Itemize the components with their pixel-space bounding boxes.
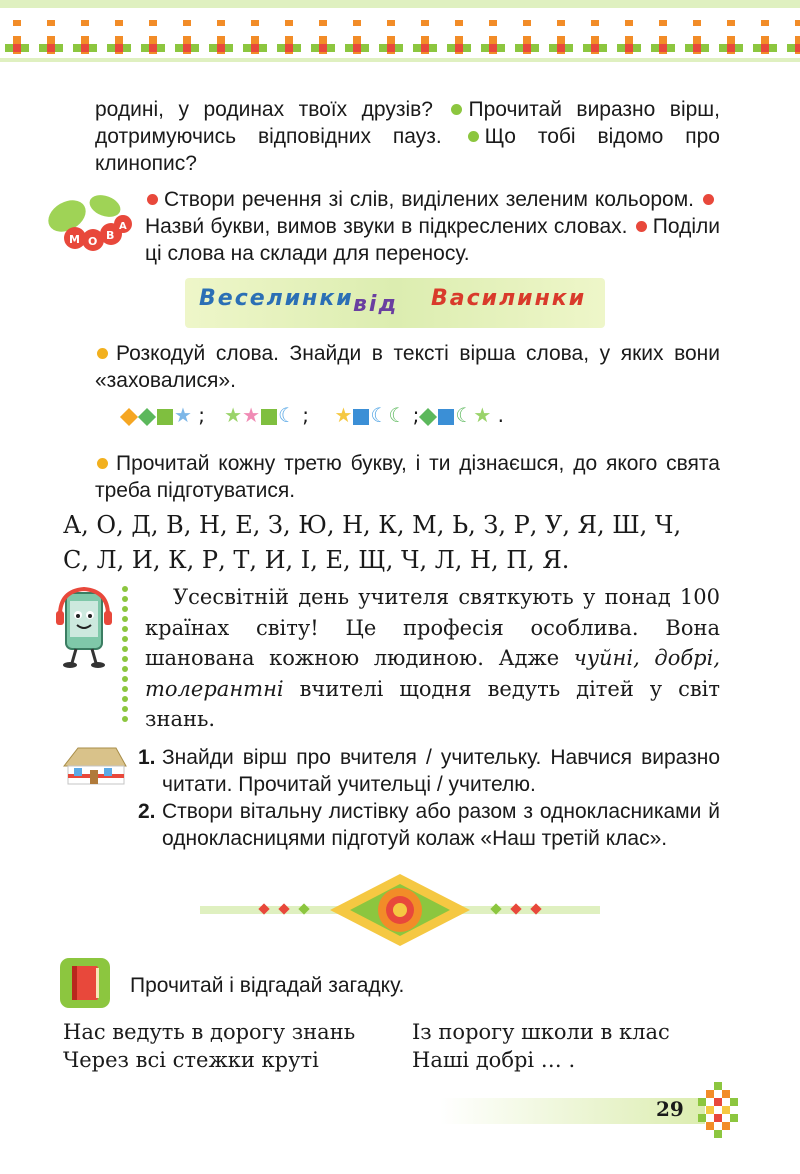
letters-line-1: А, О, Д, В, Н, Е, З, Ю, Н, К, М, Ь, З, Р, У, Я, Ш, Ч, [63, 511, 682, 539]
blue-square-icon [353, 409, 369, 425]
blue-moon-icon: ☾ [370, 403, 389, 427]
svg-text:В: В [106, 229, 115, 242]
green-bullet [468, 131, 479, 142]
yellow-star-icon: ★ [334, 403, 353, 427]
home-task-2: 2. Створи вітальну листівку або разом з однокласниками й однокласницями підготуй колаж «Наш третій клас». [138, 800, 720, 850]
decode-task: Розкодуй слова. Знайди в тексті вірша слова, у яких вони «заховалися». [95, 342, 720, 392]
home-task-1: 1. Знайди вірш про вчителя / учительку. Навчися виразно читати. Прочитай учительці / учителю. [138, 746, 720, 796]
red-bullet [636, 221, 647, 232]
green-moon-icon: ☾ [388, 403, 407, 427]
veselynky-banner [185, 278, 605, 328]
blue-star-icon: ★ [174, 403, 192, 427]
page-number: 29 [656, 1097, 684, 1121]
pink-star-icon: ★ [242, 403, 260, 427]
orange-diamond-icon [120, 407, 138, 425]
green-star-icon: ★ [224, 403, 243, 427]
green-bullet [451, 104, 462, 115]
green-diamond-icon [138, 407, 156, 425]
blue-square-icon [438, 409, 454, 425]
vertical-dotted-ornament [119, 585, 131, 725]
letters-line-2: С, Л, И, К, Р, Т, И, І, Е, Щ, Ч, Л, Н, П, Я. [63, 546, 570, 574]
mova-berries-icon [45, 188, 135, 258]
book-icon [60, 958, 110, 1008]
red-bullet [147, 194, 158, 205]
teacher-day-info: Усесвітній день учителя святкують у понад 100 країнах світу! Це професія особлива. Вона шанована кожною людиною. Адже чуйні, добрі, толерантні вчителі щодня ведуть дітей у світ знань. [145, 585, 721, 731]
green-square-icon [157, 409, 173, 425]
code-symbols: ★ ; ★★ ☾ ; ★ ☾☾ ; ☾★ . [120, 403, 504, 427]
green-star-icon: ★ [473, 403, 492, 427]
center-ornament-divider [200, 870, 600, 950]
riddle-right: Із порогу школи в клас Наші добрі … . [412, 1020, 670, 1072]
phone-mascot-icon [50, 585, 125, 670]
mova-tasks: Створи речення зі слів, виділених зеленим кольором. Назви́ букви, вимов звуки в підкреслених словах. Поділи ці слова на склади для переносу. [145, 188, 720, 265]
yellow-bullet [97, 458, 108, 469]
green-moon-icon: ☾ [455, 403, 474, 427]
svg-text:М: М [69, 233, 80, 246]
yellow-bullet [97, 348, 108, 359]
riddle-task: Прочитай і відгадай загадку. [130, 974, 405, 997]
intro-paragraph: родині, у родинах твоїх друзів? Прочитай виразно вірш, дотримуючись відповідних пауз. Що тобі відомо про клинопис? [95, 98, 720, 175]
green-diamond-icon [419, 407, 437, 425]
red-bullet [703, 194, 714, 205]
banner-word-3: Василинки [431, 286, 587, 311]
third-letter-task: Прочитай кожну третю букву, і ти дізнаєшся, до якого свята треба підготуватися. [95, 452, 720, 502]
riddle-left: Нас ведуть в дорогу знань Через всі стежки круті [63, 1020, 356, 1072]
corner-ornament [690, 1080, 746, 1142]
green-square-icon [261, 409, 277, 425]
svg-text:А: А [119, 221, 127, 232]
svg-text:О: О [88, 235, 98, 248]
home-tasks [138, 744, 720, 852]
banner-word-1: Веселинки [199, 286, 354, 311]
banner-word-2: від [353, 292, 399, 317]
blue-moon-icon: ☾ [278, 403, 296, 427]
house-icon [60, 744, 130, 786]
top-ornament [0, 0, 800, 75]
